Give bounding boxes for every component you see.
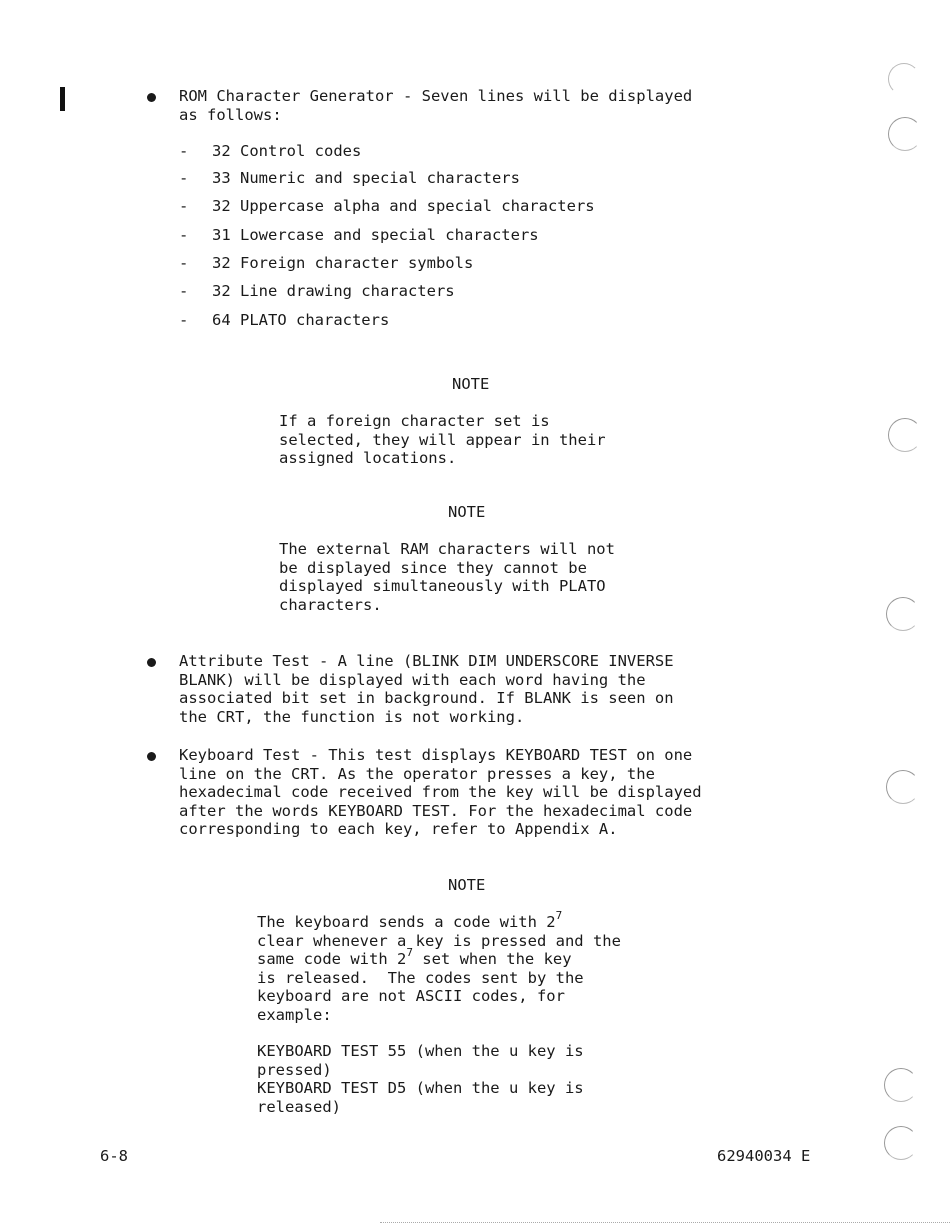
scan-edge-divider: [380, 1222, 950, 1223]
binder-hole-icon: [886, 770, 920, 804]
list-dash: -: [179, 142, 189, 160]
note-3-line: example:: [257, 1005, 332, 1024]
bullet-rom: [147, 93, 156, 102]
list-item: [179, 311, 390, 329]
list-dash: -: [179, 311, 189, 329]
list-dash: -: [179, 169, 189, 187]
note-3-line: [257, 909, 621, 932]
list-item-text: 32 Foreign character symbols: [212, 254, 474, 272]
keyboard-paragraph: [179, 746, 702, 839]
list-item: [179, 282, 455, 300]
note-1-line: If a foreign character set is: [279, 412, 550, 430]
list-item-text: 32 Uppercase alpha and special characters: [212, 197, 595, 215]
binder-hole-icon: [888, 418, 922, 452]
rom-line-2: as follows:: [179, 105, 282, 124]
attribute-line: associated bit set in background. If BLANK is seen on: [179, 689, 674, 707]
note-2-line: displayed simultaneously with PLATO: [279, 577, 606, 595]
note-3-line: clear whenever a key is pressed and the: [257, 931, 621, 950]
note-3-example-line: pressed): [257, 1060, 332, 1079]
note-2-line: characters.: [279, 595, 382, 614]
superscript: 7: [555, 909, 563, 922]
note-heading: NOTE: [448, 876, 486, 894]
note-3-text: same code with 2: [257, 950, 407, 968]
list-item: [179, 197, 595, 215]
note-2-line: be displayed since they cannot be: [279, 558, 587, 577]
note-heading: NOTE: [448, 503, 486, 521]
note-2-body: [279, 540, 615, 614]
note-3-example-line: KEYBOARD TEST D5 (when the u key is: [257, 1079, 584, 1097]
note-1-line: selected, they will appear in their: [279, 430, 606, 449]
list-item: [179, 226, 539, 244]
note-3-line: is released. The codes sent by the: [257, 968, 584, 987]
list-dash: -: [179, 226, 189, 244]
note-2-line: The external RAM characters will not: [279, 540, 615, 558]
keyboard-line: after the words KEYBOARD TEST. For the hexadecimal code: [179, 801, 693, 820]
note-3-line: [257, 946, 621, 969]
list-item-text: 64 PLATO characters: [212, 311, 390, 329]
list-item-text: 32 Control codes: [212, 142, 362, 160]
list-item-text: 32 Line drawing characters: [212, 282, 455, 300]
note-1-line: assigned locations.: [279, 449, 457, 467]
keyboard-line: line on the CRT. As the operator presses a key, the: [179, 764, 655, 783]
note-heading: NOTE: [452, 375, 490, 393]
bullet-keyboard: [147, 752, 156, 761]
list-item-text: 31 Lowercase and special characters: [212, 226, 539, 244]
note-3-body: [257, 909, 621, 1116]
superscript: 7: [406, 946, 413, 959]
list-dash: -: [179, 197, 189, 215]
page-number: 6-8: [100, 1147, 128, 1165]
keyboard-line: corresponding to each key, refer to Appendix A.: [179, 820, 618, 838]
note-1-body: [279, 412, 606, 468]
binder-hole-icon: [884, 1126, 918, 1160]
binder-hole-icon: [886, 597, 920, 631]
keyboard-line: hexadecimal code received from the key will be displayed: [179, 783, 702, 801]
list-item: [179, 169, 520, 187]
list-item: [179, 254, 474, 272]
list-item: [179, 142, 362, 160]
list-dash: -: [179, 254, 189, 272]
note-3-example-line: KEYBOARD TEST 55 (when the u key is: [257, 1042, 584, 1060]
note-3-text: The keyboard sends a code with 2: [257, 913, 556, 931]
binder-hole-icon: [884, 1068, 918, 1102]
note-3-text: set when the key: [412, 950, 572, 968]
keyboard-line: Keyboard Test - This test displays KEYBOARD TEST on one: [179, 746, 693, 764]
list-item-text: 33 Numeric and special characters: [212, 169, 520, 187]
document-number: 62940034 E: [717, 1147, 811, 1165]
binder-hole-icon: [888, 63, 920, 95]
rom-paragraph: [179, 87, 692, 124]
attribute-line: BLANK) will be displayed with each word having the: [179, 670, 646, 689]
attribute-line: the CRT, the function is not working.: [179, 707, 525, 726]
revision-bar: [60, 87, 65, 111]
bullet-attribute: [147, 658, 156, 667]
list-dash: -: [179, 282, 189, 300]
attribute-line: Attribute Test - A line (BLINK DIM UNDERSCORE INVERSE: [179, 652, 674, 670]
binder-hole-icon: [888, 117, 922, 151]
rom-line-1: ROM Character Generator - Seven lines will be displayed: [179, 87, 693, 105]
attribute-paragraph: [179, 652, 674, 726]
note-3-example-line: released): [257, 1097, 341, 1116]
note-3-line: keyboard are not ASCII codes, for: [257, 987, 565, 1005]
